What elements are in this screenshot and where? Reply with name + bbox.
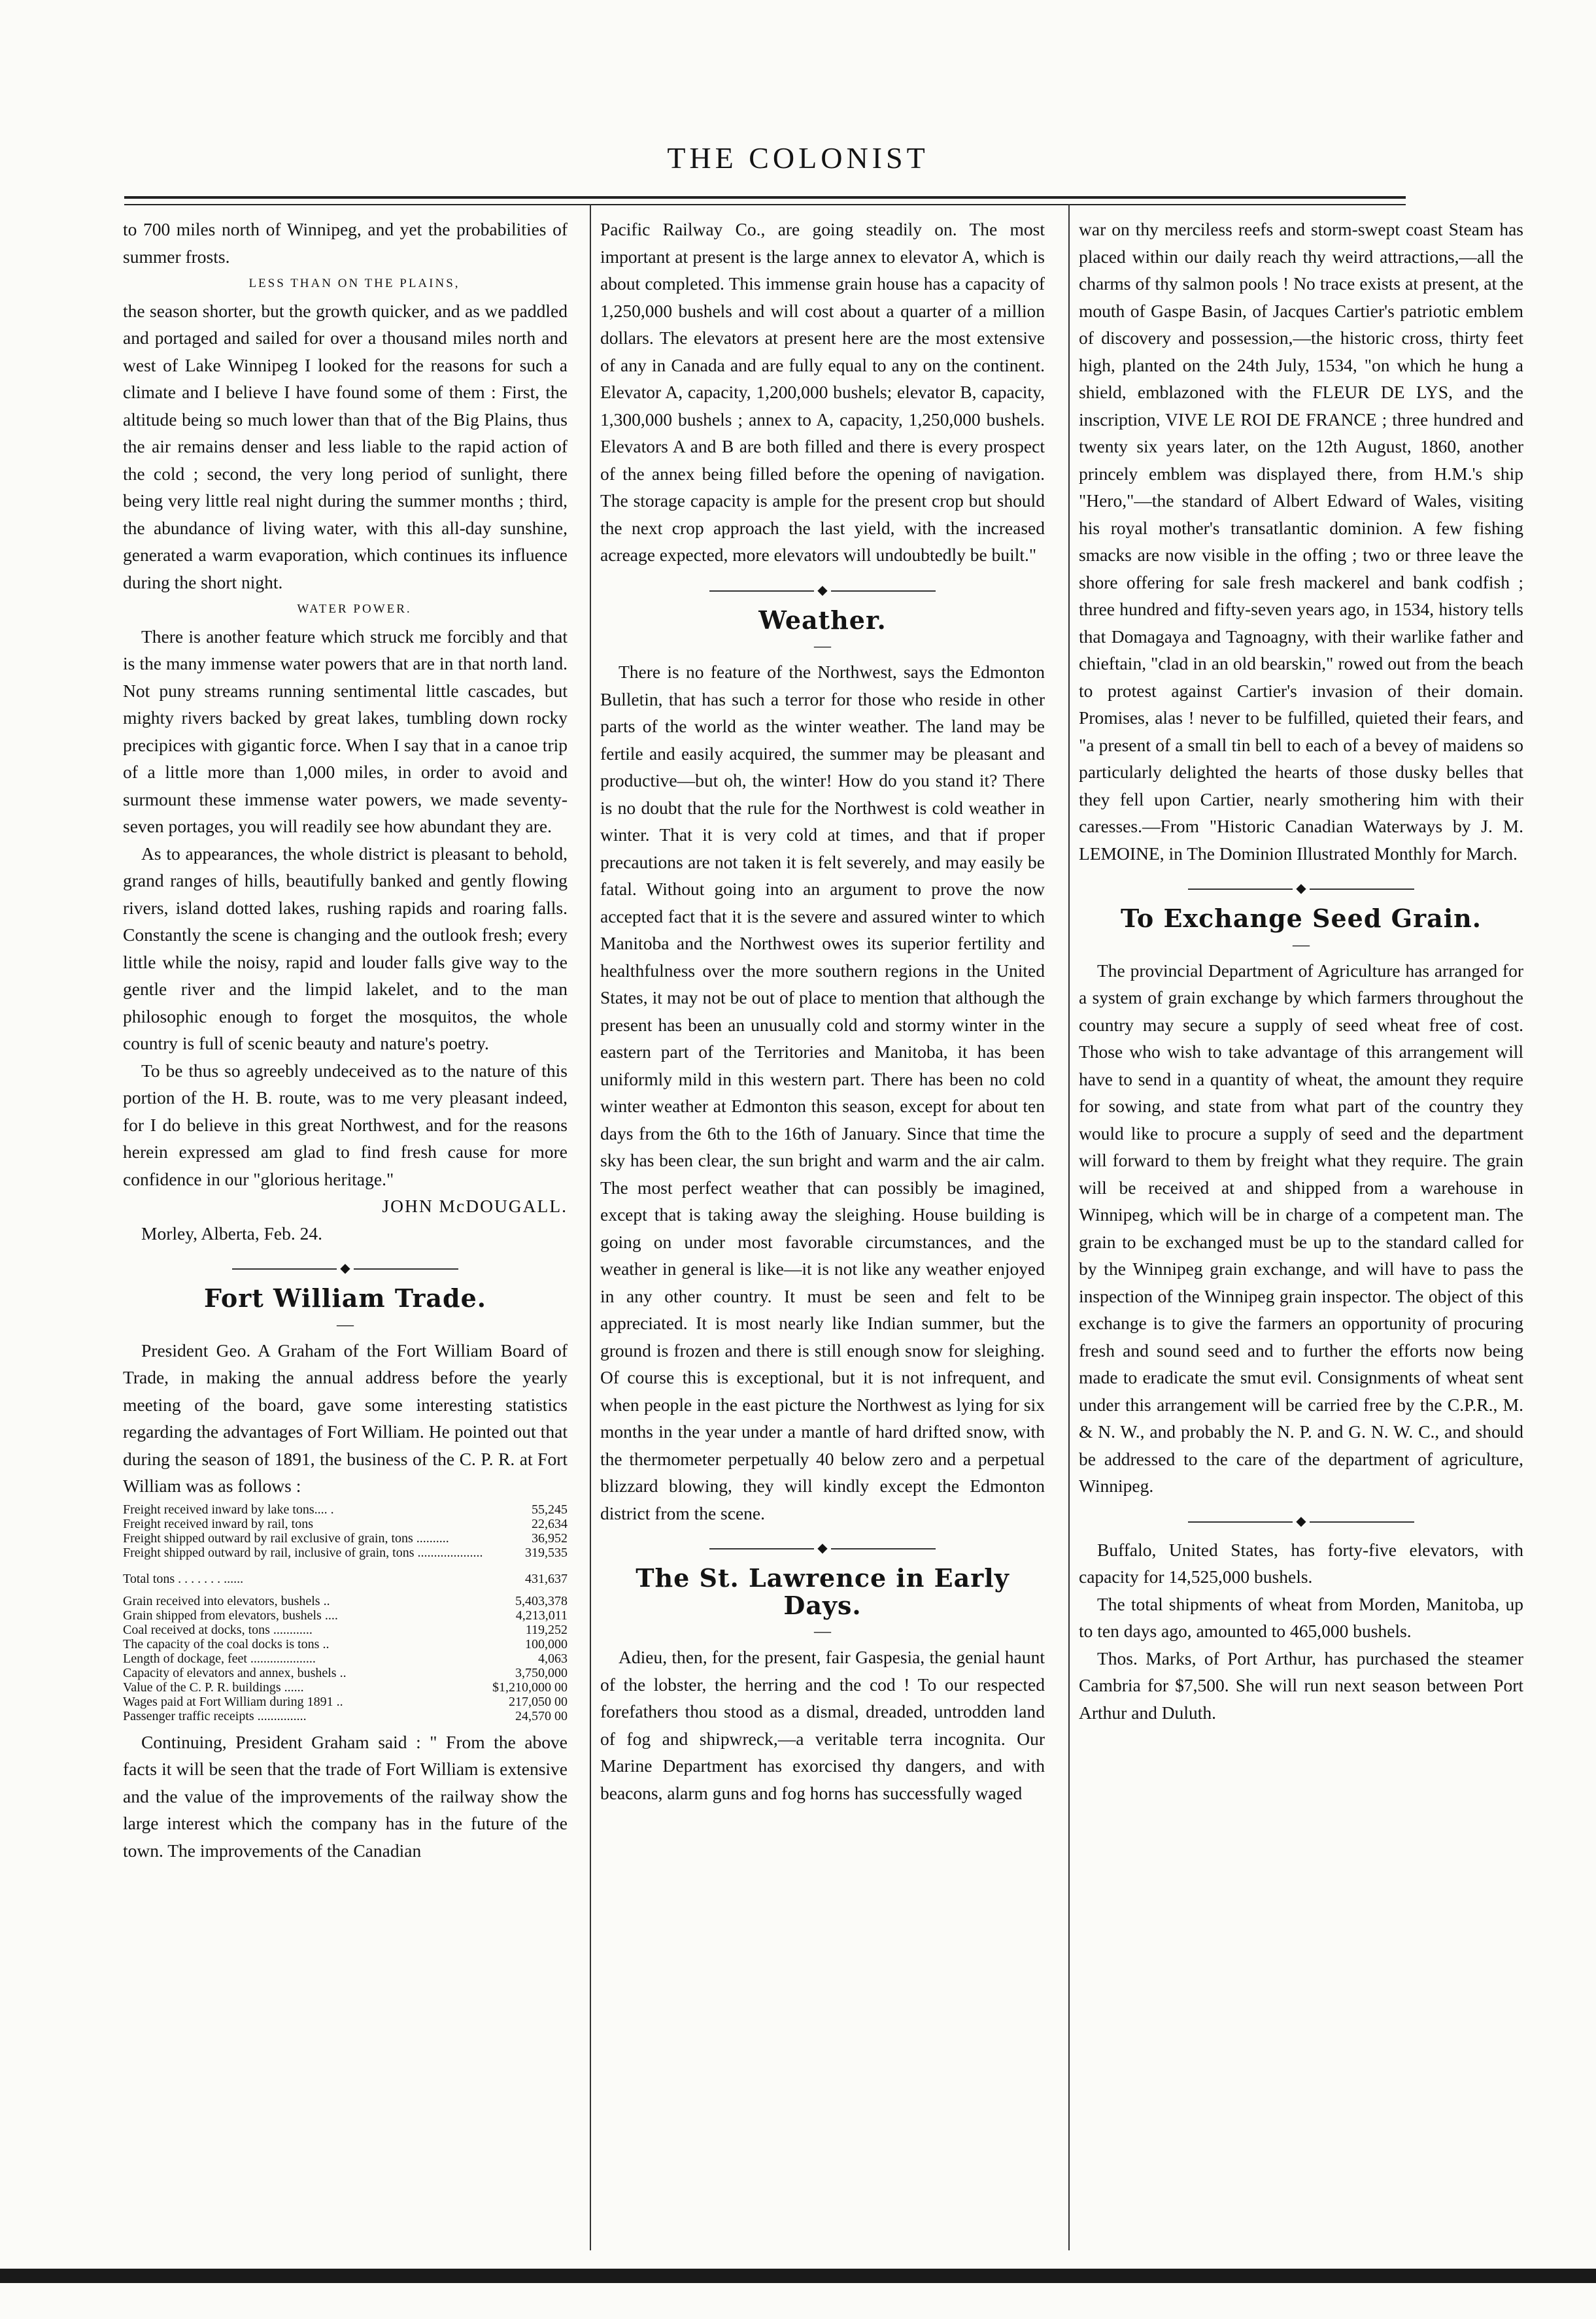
paragraph: Adieu, then, for the present, fair Gaspesia, the genial haunt of the lobster, the herring and the cod ! To our respected forefathers thou stood as a dismal, dreaded, untrodden land of fog and shipwreck,—a veritable terra incognita. Our Marine Department has exorcised thy dangers, and with beacons, alarm guns and fog horns has successfully waged [600,1647,1045,1803]
stats-row [123,1594,568,1608]
column-divider [590,204,591,2250]
stats-row [123,1502,568,1517]
stats-row [123,1680,568,1695]
total-label: Total tons . . . . . . . ...... [123,1571,244,1586]
paragraph: Continuing, President Graham said : " From the above facts it will be seen that the trade of Fort William is extensive and the value of the improvements of the railway show the large interest which the company has in the future of the town. The improvements of the Canadian [123,1731,568,1861]
stats-value: 5,403,378 [515,1593,568,1608]
stats-value: 3,750,000 [515,1665,568,1680]
headline-seed-grain: To Exchange Seed Grain. [1120,904,1482,933]
stats-label: Freight received inward by rail, tons [123,1516,314,1531]
signature: JOHN McDOUGALL. [382,1196,568,1216]
stats-row [123,1709,568,1723]
total-row [123,1560,568,1594]
paragraph: war on thy merciless reefs and storm-swept coast Steam has placed within our daily reach thy weird attractions,—all the charms of thy salmon pools ! No trace exists at present, at the mouth of Gaspe Basin, of Jacques Cartier's patriotic emblem of discovery and possession,—the historic cross, thirty feet high, planted on the 24th July, 1534, "on which he hung a shield, emblazoned with the FLEUR DE LYS, and the inscription, VIVE LE ROI DE FRANCE ; three hundred and twenty six years later, on the 12th August, 1860, another princely emblem was displayed there, from H.M.'s ship "Hero,"—the standard of Albert Edward of Wales, visiting his royal mother's transatlantic dominion. A few fishing smacks are now visible in the offing ; two or three leave the shore offering for sale fresh mackerel and bank codfish ; three hundred and fifty-seven years ago, in 1534, history tells that Domagaya and Tagnoagny, with their warlike father and chieftain, "clad in an old bearskin," rowed out from the beach to protest against Cartier's invasion of their domain. Promises, alas ! never to be fulfilled, quieted their fears, and "a present of a small tin bell to each of a bevey of maidens so particularly delighted the hearts of those dusky belles that they fell upon Cartier, nearly smothering him with their caresses.—From "Historic Canadian Waterways by J. M. LEMOINE, in The Dominion Illustrated Monthly for March. [1079,219,1523,864]
headline-st-lawrence: The St. Lawrence in Early Days. [636,1563,1010,1620]
paragraph: To be thus so agreebly undeceived as to the nature of this portion of the H. B. route, was to me very pleasant indeed, for I do believe in this great Northwest, and for the reasons herein expressed am glad to find fresh cause for more confidence in our "glorious heritage." [123,1060,568,1189]
stats-value: 217,050 00 [509,1694,568,1709]
stats-label: Passenger traffic receipts ............... [123,1708,307,1723]
stats-row [123,1531,568,1546]
stats-value: 4,063 [538,1651,568,1666]
paragraph: Buffalo, United States, has forty-five elevators, with capacity for 14,525,000 bushels. [1079,1539,1523,1587]
bottom-rule [0,2269,1596,2283]
stats-label: Freight shipped outward by rail exclusive of grain, tons .......... [123,1531,449,1546]
headline-weather: Weather. [758,605,887,635]
paragraph: Pacific Railway Co., are going steadily on. The most important at present is the large annex to elevator A, which is about completed. This immense grain house has a capacity of 1,250,000 bushels and will cost about a quarter of a million dollars. The elevators at present here are the most extensive of any in Canada and are fully equal to any on the continent. Elevator A, capacity, 1,200,000 bushels; elevator B, capacity, 1,300,000 bushels ; annex to A, capacity, 1,250,000 bushels. Elevators A and B are both filled and there is every prospect of the annex being filled before the opening of navigation. The storage capacity is ample for the present crop but should the next crop approach the last yield, with the increased acreage expected, more elevators will undoubtedly be built." [600,219,1045,565]
section-ornament: ◆ [123,1259,568,1278]
top-rule [124,196,1406,205]
paragraph: the season shorter, but the growth quicker, and as we paddled and portaged and sailed for over a thousand miles north and west of Lake Winnipeg I looked for the reasons for such a climate and I believe I have found some of them : First, the altitude being so much lower than that of the Big Plains, thus the air remains denser and less liable to the rapid action of the cold ; second, the very long period of sunlight, there being very little real night during the summer months ; third, the abundance of living water, with this all-day sunshine, generated a warm evaporation, which continues its influence during the short night. [123,300,568,592]
stats-row [123,1637,568,1651]
column-3 [1079,216,1523,2256]
paragraph: Thos. Marks, of Port Arthur, has purchased the steamer Cambria for $7,500. She will run next season between Port Arthur and Duluth. [1079,1648,1523,1723]
masthead: THE COLONIST [667,141,929,175]
paragraph: There is another feature which struck me forcibly and that is the many immense water powers that are in that north land. Not puny streams running sentimental little cascades, but mighty rivers backed by great lakes, tumbling down rocky precipices with gigantic force. When I say that in a canoe trip of a little more than 1,000 miles, in order to avoid and surmount these immense water powers, we made seventy-seven portages, you will readily see how abundant they are. [123,626,568,836]
paragraph: The total shipments of wheat from Morden, Manitoba, up to ten days ago, amounted to 465,000 bushels. [1079,1593,1523,1641]
paragraph: to 700 miles north of Winnipeg, and yet the probabilities of summer frosts. [123,219,568,267]
stats-value: 119,252 [525,1622,568,1637]
stats-label: Freight shipped outward by rail, inclusive of grain, tons .................... [123,1545,483,1560]
stats-value: 4,213,011 [515,1608,568,1623]
stats-label: Wages paid at Fort William during 1891 .. [123,1694,343,1709]
section-ornament: ◆ [1079,1512,1523,1531]
stats-row [123,1546,568,1560]
dateline: Morley, Alberta, Feb. 24. [141,1223,322,1244]
total-value: 431,637 [525,1571,568,1586]
subheading: WATER POWER. [297,602,412,616]
stats-value: 36,952 [532,1531,568,1546]
subheading: LESS THAN ON THE PLAINS, [248,277,460,290]
section-dash: — [337,1314,354,1334]
stats-label: The capacity of the coal docks is tons .. [123,1636,330,1651]
paragraph: President Geo. A Graham of the Fort William Board of Trade, in making the annual address before the yearly meeting of the board, gave some interesting statistics regarding the advantages of Fort William. He pointed out that during the season of 1891, the business of the C. P. R. at Fort William was as follows : [123,1340,568,1496]
trade-statistics-table [123,1502,568,1723]
stats-label: Value of the C. P. R. buildings ...... [123,1680,304,1695]
stats-value: 100,000 [525,1636,568,1651]
stats-label: Freight received inward by lake tons.... . [123,1502,334,1517]
stats-row [123,1623,568,1637]
paragraph: The provincial Department of Agriculture has arranged for a system of grain exchange by which farmers throughout the country may secure a supply of seed wheat free of cost. Those who wish to take advantage of this arrangement will have to send in a quantity of wheat, the amount they require for sowing, and state from what part of the country they would like to procure a supply of seed and the department will forward to them by freight what they require. The grain will be received at and shipped from a warehouse in Winnipeg, which will be in charge of a competent man. The grain to be exchanged must be up to the standard called for by the Winnipeg grain exchange, and will have to pass the inspection of the Winnipeg grain inspector. The object of this exchange is to give the farmers an opportunity of procuring fresh and sound seed and to further the efforts now being made to eradicate the smut evil. Consignments of wheat sent under this arrangement will be carried free by the C.P.R., M. & N. W., and probably the N. P. and G. N. W. C., and should be addressed to the care of the department of agriculture, Winnipeg. [1079,960,1523,1496]
stats-row [123,1517,568,1531]
section-dash: — [814,1621,831,1640]
stats-value: 55,245 [532,1502,568,1517]
headline-fort-william-trade: Fort William Trade. [204,1283,486,1313]
paragraph: There is no feature of the Northwest, says the Edmonton Bulletin, that has such a terror for those who reside in other parts of the world as the winter weather. The land may be fertile and easily acquired, the summer may be pleasant and productive—but oh, the winter! How do you stand it? There is no doubt that the rule for the Northwest is cold weather in winter. That it is very cold at times, and that if proper precautions are not taken it is felt severely, and may easily be fatal. Without going into an argument to prove the now accepted fact that it is the severe and assured winter to which Manitoba and the Northwest owes its superior fertility and healthfulness over the more southern regions in the United States, it may not be out of place to mention that although the present has been an unusually cold and stormy winter in the eastern part of the Territories and Manitoba, it has been uniformly mild in this western part. There has been no cold winter weather at Edmonton this season, except for about ten days from the 6th to the 16th of January. Since that time the sky has been clear, the sun bright and warm and the air calm. The most perfect weather that can possibly be imagined, except that is taking away the sleighing. House building is going on under most favorable circumstances, and the weather in general is like—it is not like any weather enjoyed in any other country. It must be seen and felt to be appreciated. It is most nearly like Indian summer, but the ground is frozen and there is still enough snow for sleighing. Of course this is exceptional, but it is not infrequent, and when people in the east picture the Northwest as lying for six months in the year under a mantle of hard drifted snow, with the thermometer perpetually 40 below zero and a perpetual blizzard blowing, they will kindly except the Edmonton district from the scene. [600,662,1045,1523]
stats-row [123,1651,568,1666]
stats-label: Grain received into elevators, bushels .. [123,1593,330,1608]
stats-value: 24,570 00 [515,1708,568,1723]
paragraph: As to appearances, the whole district is pleasant to behold, grand ranges of hills, beautifully banked and gently flowing rivers, island dotted lakes, rushing rapids and roaring falls. Constantly the scene is changing and the outlook fresh; every little while the noisy, rapid and louder falls give way to the gentle river and the limpid lakelet, and to the man philosophic enough to forget the mosquitos, the whole country is full of scenic beauty and nature's poetry. [123,843,568,1053]
section-ornament: ◆ [600,581,1045,600]
section-ornament: ◆ [600,1538,1045,1558]
column-divider [1068,204,1070,2250]
column-2 [600,216,1045,2256]
stats-value: $1,210,000 00 [492,1680,568,1695]
stats-value: 319,535 [525,1545,568,1560]
stats-row [123,1695,568,1709]
stats-label: Grain shipped from elevators, bushels .... [123,1608,338,1623]
section-dash: — [1293,934,1310,954]
stats-row [123,1608,568,1623]
column-1 [123,216,568,2256]
stats-row [123,1666,568,1680]
stats-label: Length of dockage, feet .................... [123,1651,316,1666]
section-ornament: ◆ [1079,879,1523,898]
stats-label: Coal received at docks, tons ............ [123,1622,313,1637]
stats-value: 22,634 [532,1516,568,1531]
stats-label: Capacity of elevators and annex, bushels .. [123,1665,347,1680]
section-dash: — [814,636,831,655]
